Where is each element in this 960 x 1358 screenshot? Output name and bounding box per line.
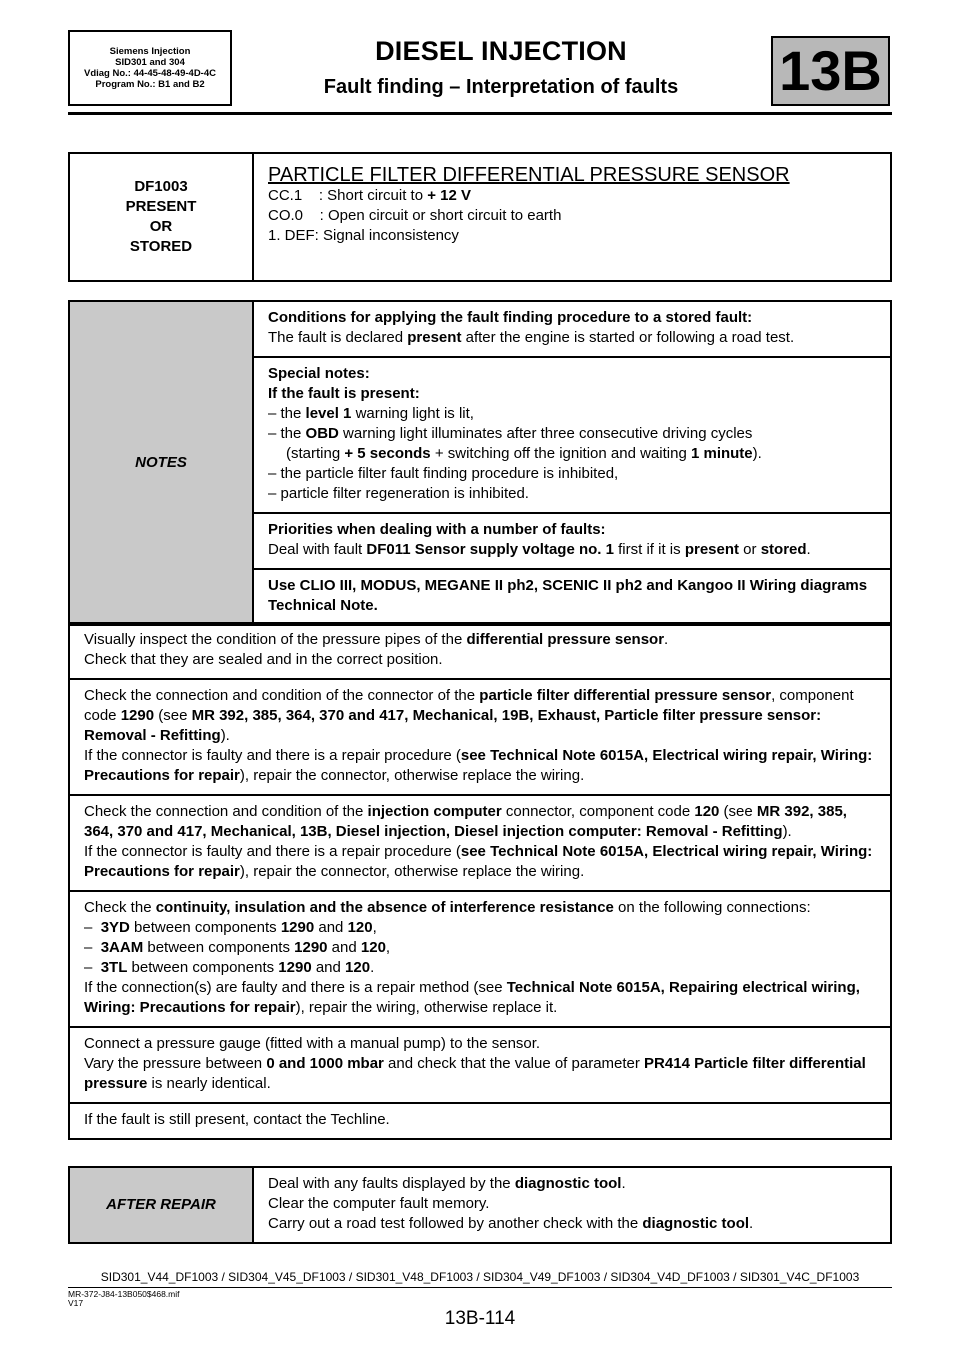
- id-line: Vdiag No.: 44-45-48-49-4D-4C: [84, 68, 216, 79]
- footer-divider: [68, 1287, 892, 1288]
- after-repair-label-cell: [69, 1167, 253, 1243]
- after-repair-instructions: Deal with any faults displayed by the diagnostic tool. Clear the computer fault memory. Carry out a road test followed by another check with the diagnostic tool.: [253, 1167, 891, 1243]
- after-repair-block: [68, 1166, 892, 1244]
- fault-status: STORED: [129, 238, 193, 255]
- fault-code-cell: [69, 153, 253, 281]
- fault-block: [68, 152, 892, 282]
- page-title: DIESEL INJECTION: [375, 36, 627, 66]
- fault-status: OR: [149, 218, 173, 235]
- id-line: Program No.: B1 and B2: [95, 79, 205, 90]
- fault-status: PRESENT: [125, 198, 197, 215]
- notes-conditions: Conditions for applying the fault finding procedure to a stored fault: The fault is declared present after the engine is started or following a road test.: [253, 301, 891, 357]
- fault-description-cell: [253, 153, 891, 281]
- connection-item: – 3TL between components 1290 and 120.: [84, 959, 375, 976]
- fault-cc1: CC.1 : Short circuit to + 12 V: [268, 187, 472, 204]
- procedure-step-sensor-connector: Check the connection and condition of the connector of the particle filter differential pressure sensor, component code 1290 (see MR 392, 385, 364, 370 and 417, Mechanical, 19B, Exhaust, Particle filter pressure sensor: Removal - Refitting). If the connector is faulty and there is a repair procedure (see Technical Note 6015A, Electrical wiring repair, Wiring: Precautions for repair), repair the connector, otherwise replace the wiring.: [69, 679, 891, 795]
- notes-special: Special notes: If the fault is present: – the level 1 warning light is lit, – the OBD warning light illuminates after three consecutive driving cycles (starting + 5 seconds + switching off the ignition and waiting 1 minute). – the particle filter fault finding procedure is inhibited, – particle filter regeneration is inhibited.: [253, 357, 891, 513]
- page-subtitle: Fault finding – Interpretation of faults: [323, 76, 679, 98]
- header-divider: [68, 112, 892, 115]
- procedure-step-pipes: Visually inspect the condition of the pressure pipes of the differential pressure sensor. Check that they are sealed and in the correct position.: [69, 623, 891, 679]
- fault-references: SID301_V44_DF1003 / SID304_V45_DF1003 / SID301_V48_DF1003 / SID304_V49_DF1003 / SID304_V4D_DF1003 / SID301_V4C_DF1003: [100, 1270, 860, 1284]
- procedure-step-techline: If the fault is still present, contact the Techline.: [69, 1103, 891, 1139]
- connection-item: – 3AAM between components 1290 and 120,: [84, 939, 391, 956]
- connection-item: – 3YD between components 1290 and 120,: [84, 919, 377, 936]
- procedure-step-pressure-gauge: Connect a pressure gauge (fitted with a manual pump) to the sensor. Vary the pressure between 0 and 1000 mbar and check that the value of parameter PR414 Particle filter differential pressure is nearly identical.: [69, 1027, 891, 1103]
- document-reference: MR-372-J84-13B050$468.mif V17: [68, 1289, 180, 1308]
- document-id-box: [68, 30, 232, 106]
- section-badge: 13B: [771, 36, 890, 106]
- id-line: Siemens Injection: [109, 46, 191, 57]
- fault-code: DF1003: [134, 178, 188, 195]
- page-number: 13B-114: [444, 1308, 516, 1329]
- notes-label: NOTES: [135, 454, 187, 471]
- procedure-block: [68, 622, 892, 1140]
- notes-wiring: Use CLIO III, MODUS, MEGANE II ph2, SCENIC II ph2 and Kangoo II Wiring diagrams Technical Note.: [253, 569, 891, 625]
- fault-title: PARTICLE FILTER DIFFERENTIAL PRESSURE SENSOR: [268, 164, 790, 186]
- fault-co0: CO.0 : Open circuit or short circuit to earth: [268, 207, 562, 224]
- after-repair-label: AFTER REPAIR: [106, 1196, 216, 1213]
- notes-label-cell: [69, 301, 253, 625]
- id-line: SID301 and 304: [115, 57, 185, 68]
- fault-def1: 1. DEF: Signal inconsistency: [268, 227, 459, 244]
- notes-block: [68, 300, 892, 626]
- procedure-step-computer-connector: Check the connection and condition of the injection computer connector, component code 120 (see MR 392, 385, 364, 370 and 417, Mechanical, 13B, Diesel injection, Diesel injection computer: Removal - Refitting). If the connector is faulty and there is a repair procedure (see Technical Note 6015A, Electrical wiring repair, Wiring: Precautions for repair), repair the connector, otherwise replace the wiring.: [69, 795, 891, 891]
- procedure-step-continuity: Check the continuity, insulation and the absence of interference resistance on the following connections: – 3YD between components 1290 and 120, – 3AAM between components 1290 and 120, – 3TL between components 1290 and 120. If the connection(s) are faulty and there is a repair method (see Technical Note 6015A, Repairing electrical wiring, Wiring: Precautions for repair), repair the wiring, otherwise replace it.: [69, 891, 891, 1027]
- notes-priorities: Priorities when dealing with a number of faults: Deal with fault DF011 Sensor supply voltage no. 1 first if it is present or stored.: [253, 513, 891, 569]
